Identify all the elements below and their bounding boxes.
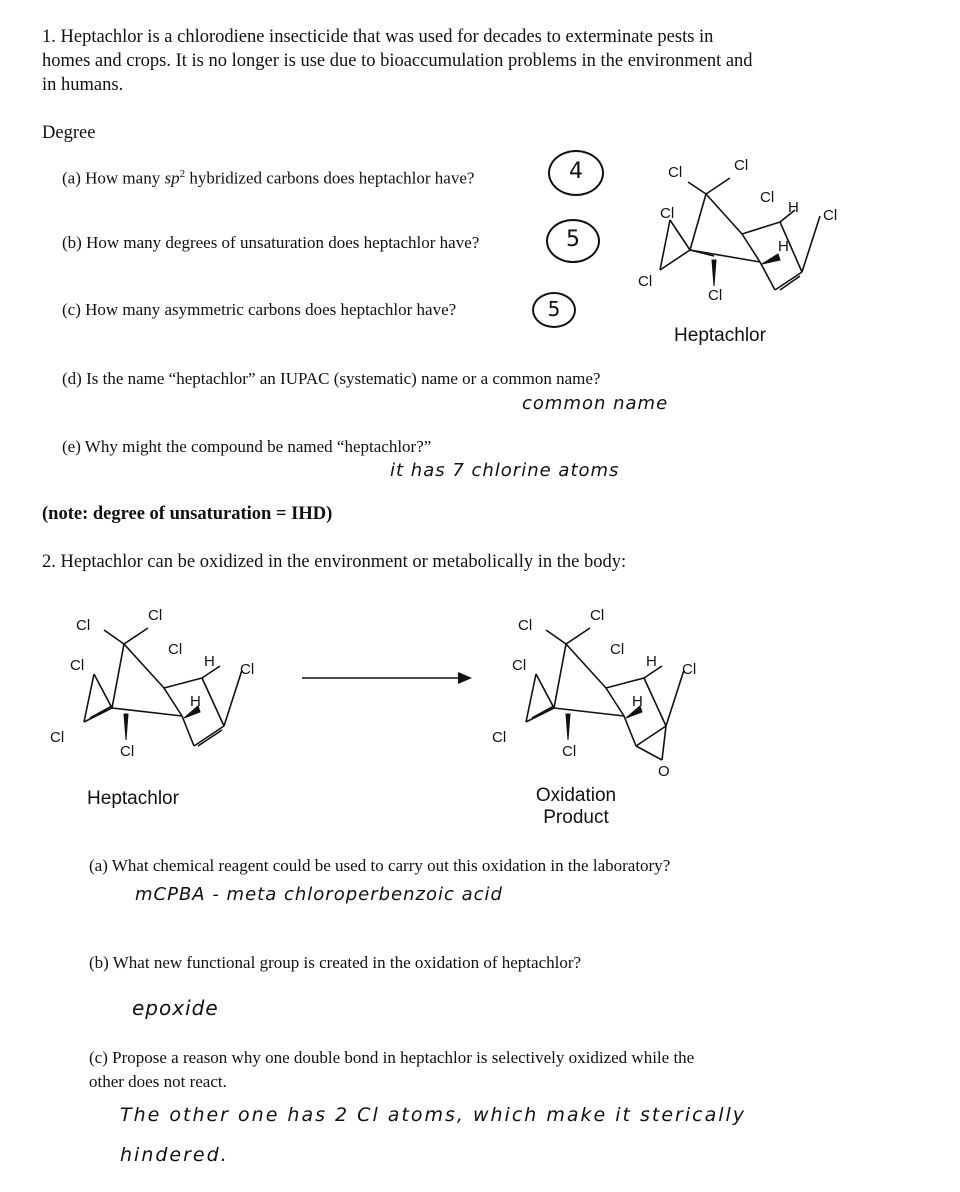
- q1e-question: (e) Why might the compound be named “heptachlor?”: [62, 437, 432, 456]
- svg-text:Cl: Cl: [512, 657, 527, 674]
- svg-text:Cl: Cl: [168, 641, 183, 658]
- q2-product-label-line-1: Oxidation: [535, 785, 617, 806]
- svg-text:H: H: [190, 693, 201, 710]
- heptachlor-structure-top: [630, 150, 860, 310]
- svg-text:H: H: [204, 653, 215, 670]
- q1e-answer: it has 7 chlorine atoms: [390, 460, 620, 481]
- svg-text:Cl: Cl: [240, 661, 255, 678]
- q2a-answer: mCPBA - meta chloroperbenzoic acid: [135, 884, 503, 905]
- svg-text:Cl: Cl: [734, 157, 749, 174]
- svg-text:O: O: [658, 763, 670, 780]
- svg-text:Cl: Cl: [590, 607, 605, 624]
- reaction-arrow: [300, 670, 476, 686]
- q2-reactant-label: Heptachlor: [87, 788, 179, 809]
- svg-text:Cl: Cl: [562, 743, 577, 760]
- svg-text:Cl: Cl: [120, 743, 135, 760]
- q1-molecule-label: Heptachlor: [674, 325, 766, 346]
- svg-text:Cl: Cl: [682, 661, 697, 678]
- q1-intro-line-2: homes and crops. It is no longer is use due to bioaccumulation problems in the environment and: [42, 51, 753, 71]
- q2c-answer-line-1: The other one has 2 Cl atoms, which make it sterically: [120, 1104, 747, 1126]
- note: (note: degree of unsaturation = IHD): [42, 504, 333, 524]
- svg-text:Cl: Cl: [50, 729, 65, 746]
- q1c-answer: 5: [532, 292, 576, 328]
- q2c-question-line-2: other does not react.: [89, 1072, 227, 1091]
- q2a-question: (a) What chemical reagent could be used to carry out this oxidation in the laboratory?: [89, 856, 671, 875]
- q1d-question: (d) Is the name “heptachlor” an IUPAC (systematic) name or a common name?: [62, 369, 601, 388]
- q2-intro: 2. Heptachlor can be oxidized in the environment or metabolically in the body:: [42, 552, 627, 572]
- svg-text:Cl: Cl: [708, 287, 723, 304]
- svg-text:Cl: Cl: [660, 205, 675, 222]
- q1c-question: (c) How many asymmetric carbons does heptachlor have?: [62, 300, 457, 319]
- q2b-answer: epoxide: [132, 996, 219, 1020]
- svg-text:Cl: Cl: [760, 189, 775, 206]
- svg-text:Cl: Cl: [823, 207, 838, 224]
- svg-text:H: H: [778, 238, 789, 255]
- q1b-answer: 5: [546, 219, 600, 263]
- q1a-question: (a) How many $sp^2$ hybridized carbons does heptachlor have?: [62, 168, 475, 188]
- q1-intro-line-3: in humans.: [42, 75, 124, 95]
- svg-text:Cl: Cl: [668, 164, 683, 181]
- q2-product-label-line-2: Product: [543, 807, 609, 828]
- q2b-question: (b) What new functional group is created in the oxidation of heptachlor?: [89, 953, 582, 972]
- svg-text:Cl: Cl: [148, 607, 163, 624]
- q2c-answer-line-2: hindered.: [120, 1144, 229, 1166]
- svg-text:Cl: Cl: [518, 617, 533, 634]
- svg-text:Cl: Cl: [610, 641, 625, 658]
- svg-text:H: H: [788, 199, 799, 216]
- q2c-question-line-1: (c) Propose a reason why one double bond in heptachlor is selectively oxidized while the: [89, 1048, 695, 1067]
- svg-text:H: H: [646, 653, 657, 670]
- svg-text:Cl: Cl: [70, 657, 85, 674]
- q1-intro-line-1: 1. Heptachlor is a chlorodiene insecticide that was used for decades to exterminate pests in: [42, 27, 714, 47]
- section-heading: Degree: [42, 123, 96, 143]
- svg-text:Cl: Cl: [492, 729, 507, 746]
- q1b-question: (b) How many degrees of unsaturation does heptachlor have?: [62, 233, 480, 252]
- svg-text:Cl: Cl: [638, 273, 653, 290]
- q2-product-label: [514, 785, 638, 829]
- svg-text:Cl: Cl: [76, 617, 91, 634]
- q1d-answer: common name: [522, 393, 669, 414]
- svg-text:H: H: [632, 693, 643, 710]
- q1a-answer: 4: [548, 150, 604, 196]
- heptachlor-structure-reactant: [42, 600, 282, 770]
- oxidation-product-structure: [484, 600, 724, 780]
